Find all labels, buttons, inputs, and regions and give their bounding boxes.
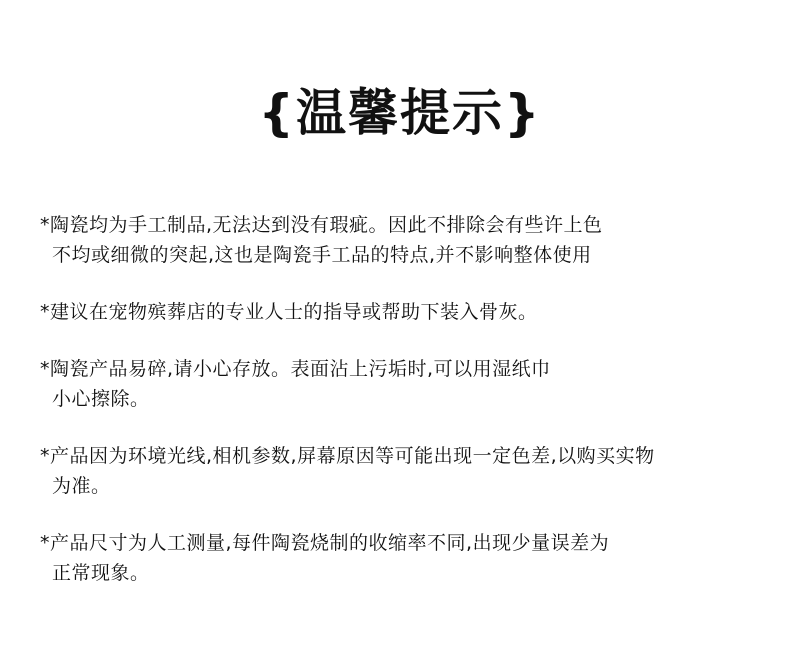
- note-color: [40, 441, 790, 501]
- page-title: {温馨提示}: [258, 84, 542, 142]
- note-line: 正常现象。: [52, 562, 150, 584]
- note-handmade: [40, 210, 790, 270]
- note-line: 为准。: [52, 475, 111, 497]
- note-line: *陶瓷均为手工制品,无法达到没有瑕疵。因此不排除会有些许上色: [40, 214, 603, 236]
- note-fragile: [40, 354, 790, 414]
- note-line: 小心擦除。: [52, 388, 150, 410]
- notes-list: [40, 210, 790, 615]
- note-line: *产品因为环境光线,相机参数,屏幕原因等可能出现一定色差,以购买实物: [40, 445, 655, 467]
- note-line: *产品尺寸为人工测量,每件陶瓷烧制的收缩率不同,出现少量误差为: [40, 532, 610, 554]
- note-line: *陶瓷产品易碎,请小心存放。表面沾上污垢时,可以用湿纸巾: [40, 358, 551, 380]
- note-line: *建议在宠物殡葬店的专业人士的指导或帮助下装入骨灰。: [40, 301, 538, 323]
- note-line: 不均或细微的突起,这也是陶瓷手工品的特点,并不影响整体使用: [52, 244, 592, 266]
- note-ashes: [40, 297, 790, 327]
- note-size: [40, 528, 790, 588]
